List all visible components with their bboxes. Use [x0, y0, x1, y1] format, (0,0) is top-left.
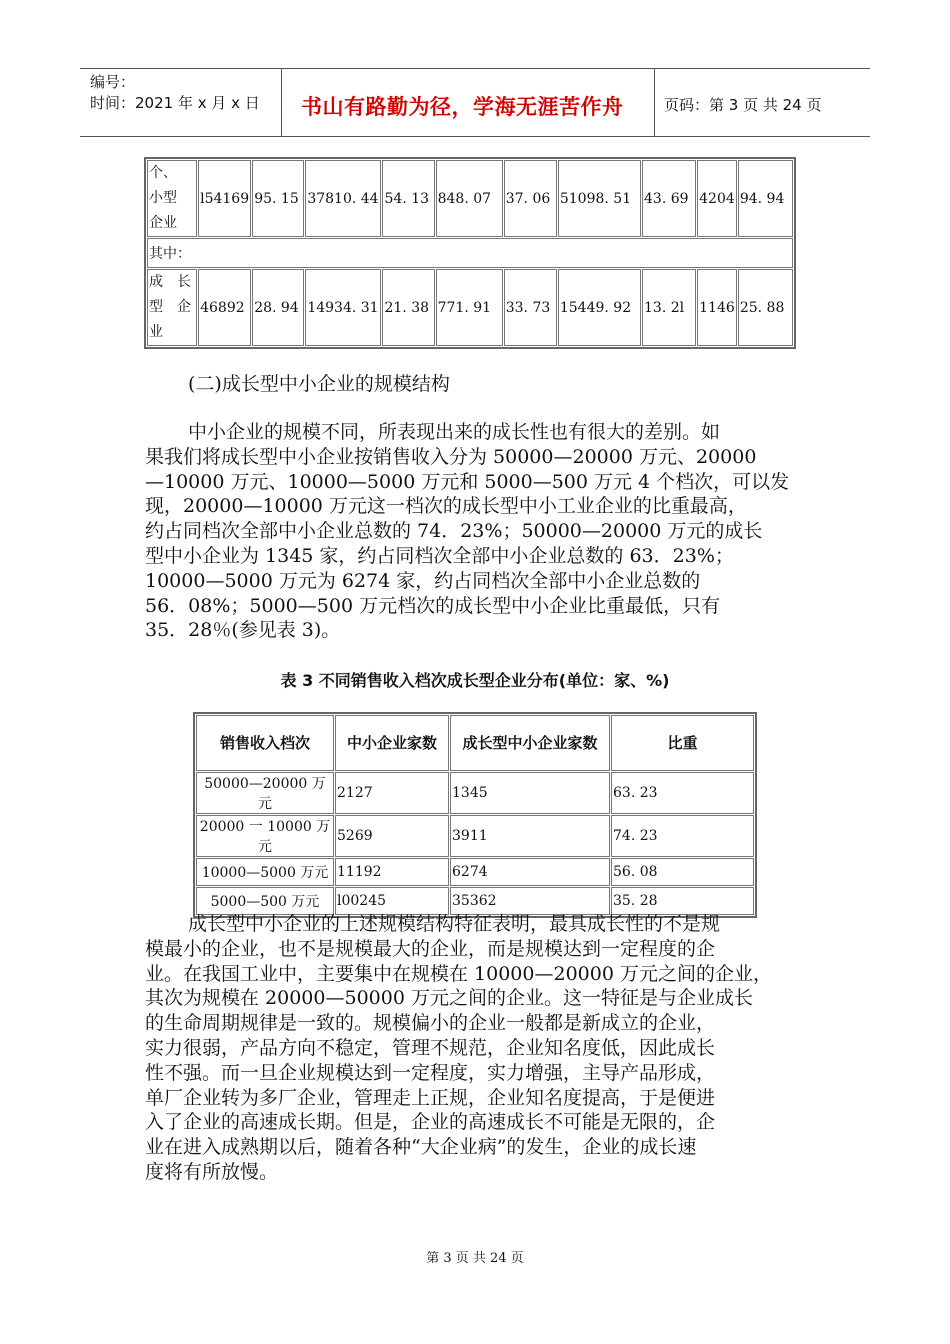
paragraph-1 — [145, 420, 789, 643]
table-3 — [193, 712, 757, 918]
table-row — [196, 815, 754, 857]
table-row — [147, 160, 793, 237]
table-cell: 95. 15 — [252, 160, 304, 237]
text-line: 56．08%；5000—500 万元档次的成长型中小企业比重最低，只有 — [145, 594, 721, 617]
divider — [654, 69, 655, 136]
page-info: 页码：第 3 页 共 24 页 — [664, 96, 822, 114]
table-cell: 21. 38 — [382, 269, 434, 346]
table-cell: 46892 — [198, 269, 251, 346]
page-header — [80, 68, 870, 137]
text-line: 果我们将成长型中小企业按销售收入分为 50000—20000 万元、20000 — [145, 445, 757, 468]
table-row — [196, 772, 754, 814]
table-subheader-row — [147, 238, 793, 268]
table-row — [147, 269, 793, 346]
text-line: 实力很弱，产品方向不稳定，管理不规范，企业知名度低，因此成长 — [145, 1036, 716, 1059]
table-cell: 1345 — [450, 772, 610, 814]
table-cell: 14934. 31 — [305, 269, 381, 346]
text-line: 的生命周期规律是一致的。规模偏小的企业一般都是新成立的企业， — [145, 1012, 716, 1035]
table-cell: 63. 23 — [611, 772, 754, 814]
table-cell: 37. 06 — [504, 160, 557, 237]
text-line: 35．28％(参见表 3)。 — [145, 619, 341, 642]
text-line: 入了企业的高速成长期。但是，企业的高速成长不可能是无限的，企 — [145, 1111, 716, 1134]
table-cell: 1146 — [697, 269, 737, 346]
table-cell: l54169 — [198, 160, 251, 237]
time-label: 时间：2021 年 x 月 x 日 — [90, 94, 260, 112]
table-cell: 13. 2l — [642, 269, 696, 346]
table-cell: 33. 73 — [504, 269, 557, 346]
table-cell: 5269 — [335, 815, 449, 857]
text-line: 中小企业的规模不同，所表现出来的成长性也有很大的差别。如 — [188, 421, 721, 443]
table-cell: 848. 07 — [436, 160, 503, 237]
text-line: 成长型中小企业的上述规模结构特征表明，最具成长性的不是规 — [188, 913, 721, 935]
table-cell: 6274 — [450, 858, 610, 886]
table-cell: 54. 13 — [382, 160, 434, 237]
subheader-cell: 其中： — [147, 238, 793, 268]
text-line: 度将有所放慢。 — [145, 1160, 279, 1183]
column-header: 销售收入档次 — [196, 715, 334, 771]
table-cell: 4204 — [697, 160, 737, 237]
text-line: 模最小的企业，也不是规模最大的企业，而是规模达到一定程度的企 — [145, 937, 716, 960]
table-cell: 50000—20000 万元 — [196, 772, 334, 814]
table-cell: 5000—500 万元 — [196, 887, 334, 915]
number-label: 编号： — [90, 73, 136, 91]
header-meta — [90, 72, 260, 114]
text-line: —10000 万元、10000—5000 万元和 5000—500 万元 4 个档次，可以发 — [145, 470, 790, 493]
table-cell: 35362 — [450, 887, 610, 915]
text-line: 业。在我国工业中，主要集中在规模在 10000—20000 万元之间的企业， — [145, 962, 772, 985]
table-cell: 51098. 51 — [558, 160, 641, 237]
table-cell: 个、 小型 企业 — [147, 160, 197, 237]
section-title: (二)成长型中小企业的规模结构 — [188, 373, 450, 395]
text-line: 性不强。而一旦企业规模达到一定程度，实力增强，主导产品形成， — [145, 1061, 716, 1084]
table-cell: 771. 91 — [436, 269, 503, 346]
text-line: 约占同档次全部中小企业总数的 74．23%；50000—20000 万元的成长 — [145, 520, 763, 543]
table-cell: 20000 一 10000 万元 — [196, 815, 334, 857]
text-line: 其次为规模在 20000—50000 万元之间的企业。这一特征是与企业成长 — [145, 987, 753, 1010]
table-row — [196, 887, 754, 915]
table-cell: 10000—5000 万元 — [196, 858, 334, 886]
table-cell: 15449. 92 — [558, 269, 641, 346]
table-cell: 2127 — [335, 772, 449, 814]
table-cell: 37810. 44 — [305, 160, 381, 237]
text-line: 单厂企业转为多厂企业，管理走上正规，企业知名度提高，于是便进 — [145, 1086, 716, 1109]
column-header: 中小企业家数 — [335, 715, 449, 771]
table-caption: 表 3 不同销售收入档次成长型企业分布(单位：家、%) — [280, 671, 670, 690]
divider — [281, 69, 282, 136]
table-cell: 25. 88 — [738, 269, 793, 346]
text-line: 业在进入成熟期以后，随着各种“大企业病”的发生，企业的成长速 — [145, 1136, 697, 1159]
table-cell: 74. 23 — [611, 815, 754, 857]
table-cell: 35. 28 — [611, 887, 754, 915]
table-enterprise-stats — [144, 157, 796, 349]
table-cell: 3911 — [450, 815, 610, 857]
text-line: 10000—5000 万元为 6274 家，约占同档次全部中小企业总数的 — [145, 569, 701, 592]
table-cell: 28. 94 — [252, 269, 304, 346]
column-header: 成长型中小企业家数 — [450, 715, 610, 771]
table-cell: 56. 08 — [611, 858, 754, 886]
text-line: 型中小企业为 1345 家，约占同档次全部中小企业总数的 63．23%； — [145, 544, 734, 567]
column-header: 比重 — [611, 715, 754, 771]
table-row — [196, 858, 754, 886]
table-cell: l00245 — [335, 887, 449, 915]
paragraph-2 — [145, 912, 772, 1185]
header-motto: 书山有路勤为径，学海无涯苦作舟 — [301, 95, 624, 119]
page-footer: 第 3 页 共 24 页 — [426, 1251, 524, 1266]
text-line: 现，20000—10000 万元这一档次的成长型中小工业企业的比重最高， — [145, 495, 747, 518]
table-cell: 11192 — [335, 858, 449, 886]
table-cell: 94. 94 — [738, 160, 793, 237]
table-cell: 43. 69 — [642, 160, 696, 237]
table-cell: 成 长 型 企 业 — [147, 269, 197, 346]
